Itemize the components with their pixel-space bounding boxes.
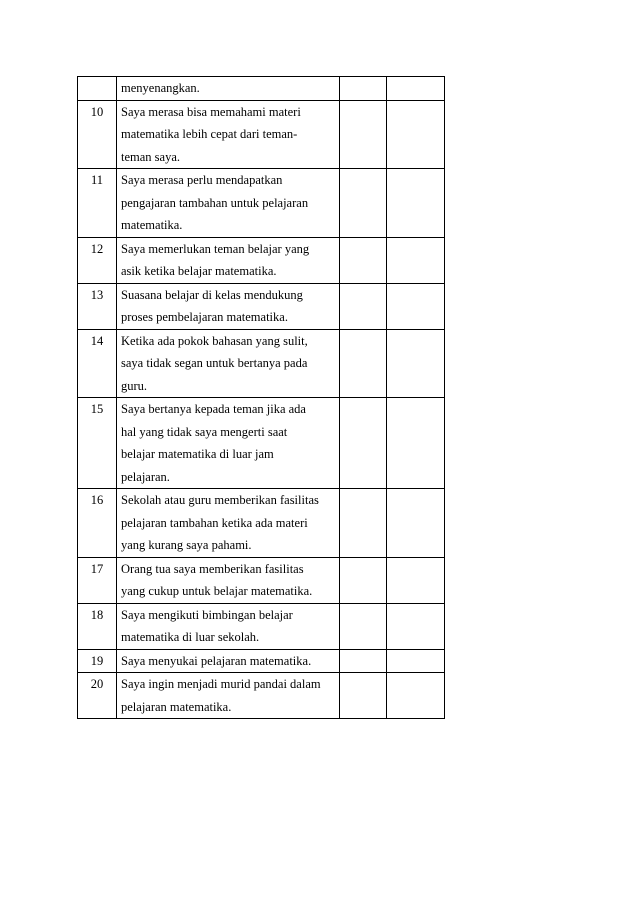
- statement-line: matematika di luar sekolah.: [121, 630, 260, 644]
- response-cell-2: [387, 169, 445, 238]
- statement-cell: [117, 673, 340, 719]
- statement-line: Saya bertanya kepada teman jika ada: [121, 402, 306, 416]
- statement-line: Orang tua saya memberikan fasilitas: [121, 561, 304, 576]
- row-number: 18: [78, 603, 117, 649]
- statement-line: saya tidak segan untuk bertanya pada: [121, 356, 308, 370]
- statement-line: Saya ingin menjadi murid pandai dalam: [121, 677, 321, 691]
- row-number: 10: [78, 100, 117, 169]
- statement-line: Saya mengikuti bimbingan belajar: [121, 607, 293, 622]
- table-row: [78, 649, 445, 673]
- response-cell-2: [387, 283, 445, 329]
- statement-cell: [117, 169, 340, 238]
- statement-line: pelajaran tambahan ketika ada materi: [121, 515, 308, 530]
- response-cell-2: [387, 398, 445, 489]
- row-number: 16: [78, 489, 117, 558]
- response-cell-2: [387, 237, 445, 283]
- statement-line: yang kurang saya pahami.: [121, 538, 252, 552]
- row-number: 11: [78, 169, 117, 238]
- response-cell-2: [387, 489, 445, 558]
- response-cell-1: [340, 283, 387, 329]
- statement-line: asik ketika belajar matematika.: [121, 264, 277, 278]
- statement-line: Saya merasa bisa memahami materi: [121, 104, 301, 119]
- row-number: 15: [78, 398, 117, 489]
- response-cell-1: [340, 169, 387, 238]
- row-number: 12: [78, 237, 117, 283]
- table-row: [78, 169, 445, 238]
- statement-line: matematika.: [121, 218, 183, 232]
- response-cell-2: [387, 329, 445, 398]
- response-cell-2: [387, 557, 445, 603]
- table-row: [78, 283, 445, 329]
- row-number: [78, 77, 117, 101]
- row-number: 20: [78, 673, 117, 719]
- statement-line: Suasana belajar di kelas mendukung: [121, 287, 303, 302]
- response-cell-1: [340, 100, 387, 169]
- table-row: [78, 77, 445, 101]
- statement-cell: [117, 283, 340, 329]
- statement-cell: [117, 649, 340, 673]
- table-row: [78, 329, 445, 398]
- statement-line: teman saya.: [121, 149, 181, 164]
- row-number: 14: [78, 329, 117, 398]
- statement-line: Ketika ada pokok bahasan yang sulit,: [121, 333, 308, 348]
- response-cell-2: [387, 649, 445, 673]
- statement-cell: [117, 329, 340, 398]
- statement-line: Saya memerlukan teman belajar yang: [121, 241, 310, 256]
- table-row: [78, 398, 445, 489]
- statement-line: menyenangkan.: [121, 81, 200, 95]
- response-cell-1: [340, 557, 387, 603]
- statement-line: pelajaran matematika.: [121, 699, 232, 714]
- statement-line: hal yang tidak saya mengerti saat: [121, 424, 288, 439]
- row-number: 19: [78, 649, 117, 673]
- statement-cell: [117, 100, 340, 169]
- statement-line: belajar matematika di luar jam: [121, 447, 274, 461]
- response-cell-2: [387, 100, 445, 169]
- table-row: [78, 603, 445, 649]
- statement-line: pengajaran tambahan untuk pelajaran: [121, 195, 309, 210]
- statement-line: pelajaran.: [121, 469, 170, 484]
- statement-line: yang cukup untuk belajar matematika.: [121, 584, 313, 598]
- statement-cell: [117, 237, 340, 283]
- statement-line: proses pembelajaran matematika.: [121, 310, 288, 324]
- table-row: [78, 557, 445, 603]
- response-cell-1: [340, 489, 387, 558]
- response-cell-1: [340, 649, 387, 673]
- statement-line: guru.: [121, 378, 148, 393]
- statement-cell: [117, 77, 340, 101]
- response-cell-1: [340, 398, 387, 489]
- response-cell-1: [340, 329, 387, 398]
- statement-cell: [117, 603, 340, 649]
- statement-cell: [117, 398, 340, 489]
- response-cell-1: [340, 603, 387, 649]
- response-cell-2: [387, 673, 445, 719]
- statement-line: Saya menyukai pelajaran matematika.: [121, 653, 312, 668]
- table-row: [78, 489, 445, 558]
- response-cell-2: [387, 77, 445, 101]
- row-number: 17: [78, 557, 117, 603]
- response-cell-1: [340, 237, 387, 283]
- table-row: [78, 673, 445, 719]
- row-number: 13: [78, 283, 117, 329]
- response-cell-1: [340, 673, 387, 719]
- statement-line: Saya merasa perlu mendapatkan: [121, 173, 283, 187]
- questionnaire-table-body: [78, 77, 445, 719]
- table-row: [78, 237, 445, 283]
- statement-line: matematika lebih cepat dari teman-: [121, 127, 298, 141]
- response-cell-2: [387, 603, 445, 649]
- statement-cell: [117, 557, 340, 603]
- table-row: [78, 100, 445, 169]
- statement-cell: [117, 489, 340, 558]
- response-cell-1: [340, 77, 387, 101]
- statement-line: Sekolah atau guru memberikan fasilitas: [121, 493, 319, 507]
- questionnaire-table: [77, 76, 445, 719]
